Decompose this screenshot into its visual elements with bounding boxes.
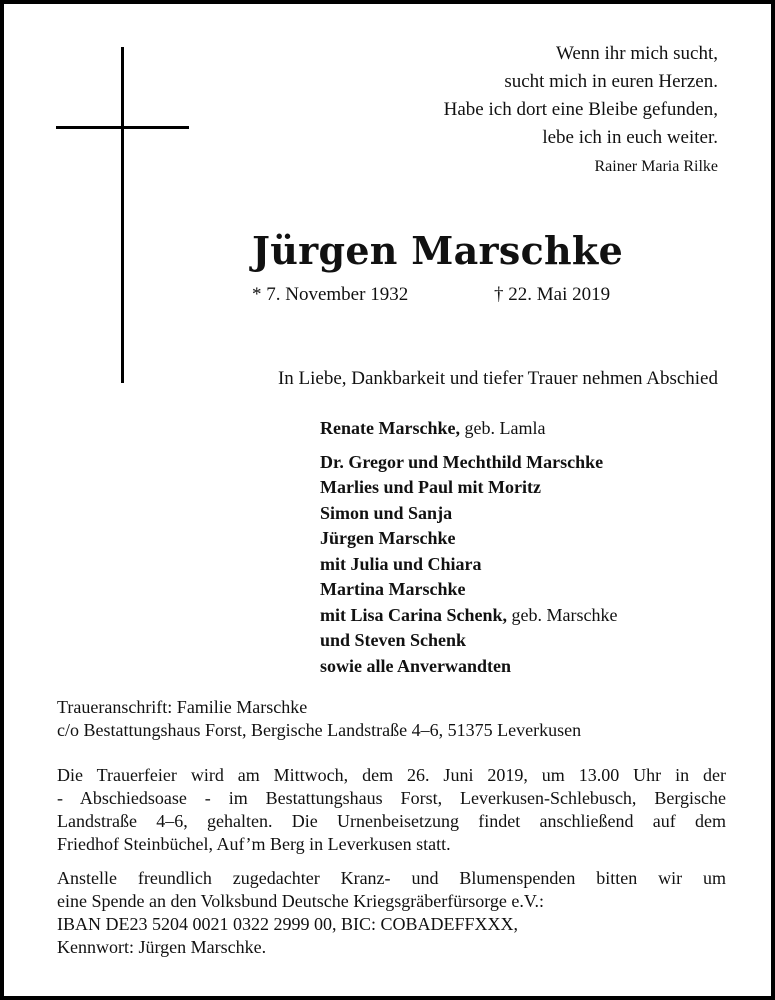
poem-author: Rainer Maria Rilke [594, 158, 718, 175]
donation-line: Anstelle freundlich zugedachter Kranz- und Blumenspenden bitten wir um [57, 868, 726, 888]
address-line: c/o Bestattungshaus Forst, Bergische Landstraße 4–6, 51375 Leverkusen [57, 720, 582, 740]
donation-line: IBAN DE23 5204 0021 0322 2999 00, BIC: COBADEFFXXX, [57, 914, 519, 934]
ceremony-line: Friedhof Steinbüchel, Auf’m Berg in Leverkusen statt. [57, 834, 451, 854]
poem-line: Wenn ihr mich sucht, [555, 43, 718, 64]
mourner-entry: Dr. Gregor und Mechthild Marschke [320, 451, 604, 472]
poem [444, 40, 718, 152]
mourner-entry: Marlies und Paul mit Moritz [320, 477, 541, 497]
cross-icon-crossbar [56, 126, 189, 129]
mourner-entry [320, 603, 618, 629]
donation-line: Kennwort: Jürgen Marschke. [57, 937, 267, 957]
ceremony-line: - Abschiedsoase - im Bestattungshaus Forst, Leverkusen-Schlebusch, Bergische [57, 788, 726, 808]
mourners-list [320, 416, 618, 679]
ceremony-paragraph [57, 764, 726, 856]
donation-line: eine Spende an den Volksbund Deutsche Kriegsgräberfürsorge e.V.: [57, 891, 545, 911]
death-date: † 22. Mai 2019 [494, 284, 611, 305]
poem-line: sucht mich in euren Herzen. [504, 71, 718, 92]
mourner-entry: mit Julia und Chiara [320, 553, 482, 574]
farewell-line: In Liebe, Dankbarkeit und tiefer Trauer nehmen Abschied [277, 368, 718, 389]
mourner-name: mit Lisa Carina Schenk, [320, 604, 508, 625]
address-line: Traueranschrift: Familie Marschke [57, 697, 308, 717]
donation-paragraph [57, 867, 726, 959]
mourner-entry: Simon und Sanja [320, 502, 453, 523]
mourning-address [57, 696, 581, 742]
spouse-name: Renate Marschke, [320, 418, 460, 438]
mourner-entry: und Steven Schenk [320, 630, 467, 650]
mourner-maiden-name: geb. Marschke [507, 604, 618, 625]
ceremony-line: Die Trauerfeier wird am Mittwoch, dem 26. Juni 2019, um 13.00 Uhr in der [57, 765, 726, 785]
mourner-entry: Jürgen Marschke [320, 528, 456, 548]
spouse-maiden-name: geb. Lamla [459, 418, 546, 438]
deceased-name: Jürgen Marschke [251, 228, 624, 273]
mourner-entry: Martina Marschke [320, 579, 466, 599]
poem-line: lebe ich in euch weiter. [542, 127, 718, 148]
spouse-entry [320, 416, 618, 442]
cross-icon [121, 47, 124, 383]
mourner-entry: sowie alle Anverwandten [320, 655, 511, 676]
birth-date: * 7. November 1932 [252, 284, 409, 305]
ceremony-line: Landstraße 4–6, gehalten. Die Urnenbeisetzung findet anschließend auf dem [57, 811, 726, 831]
poem-line: Habe ich dort eine Bleibe gefunden, [443, 99, 718, 120]
